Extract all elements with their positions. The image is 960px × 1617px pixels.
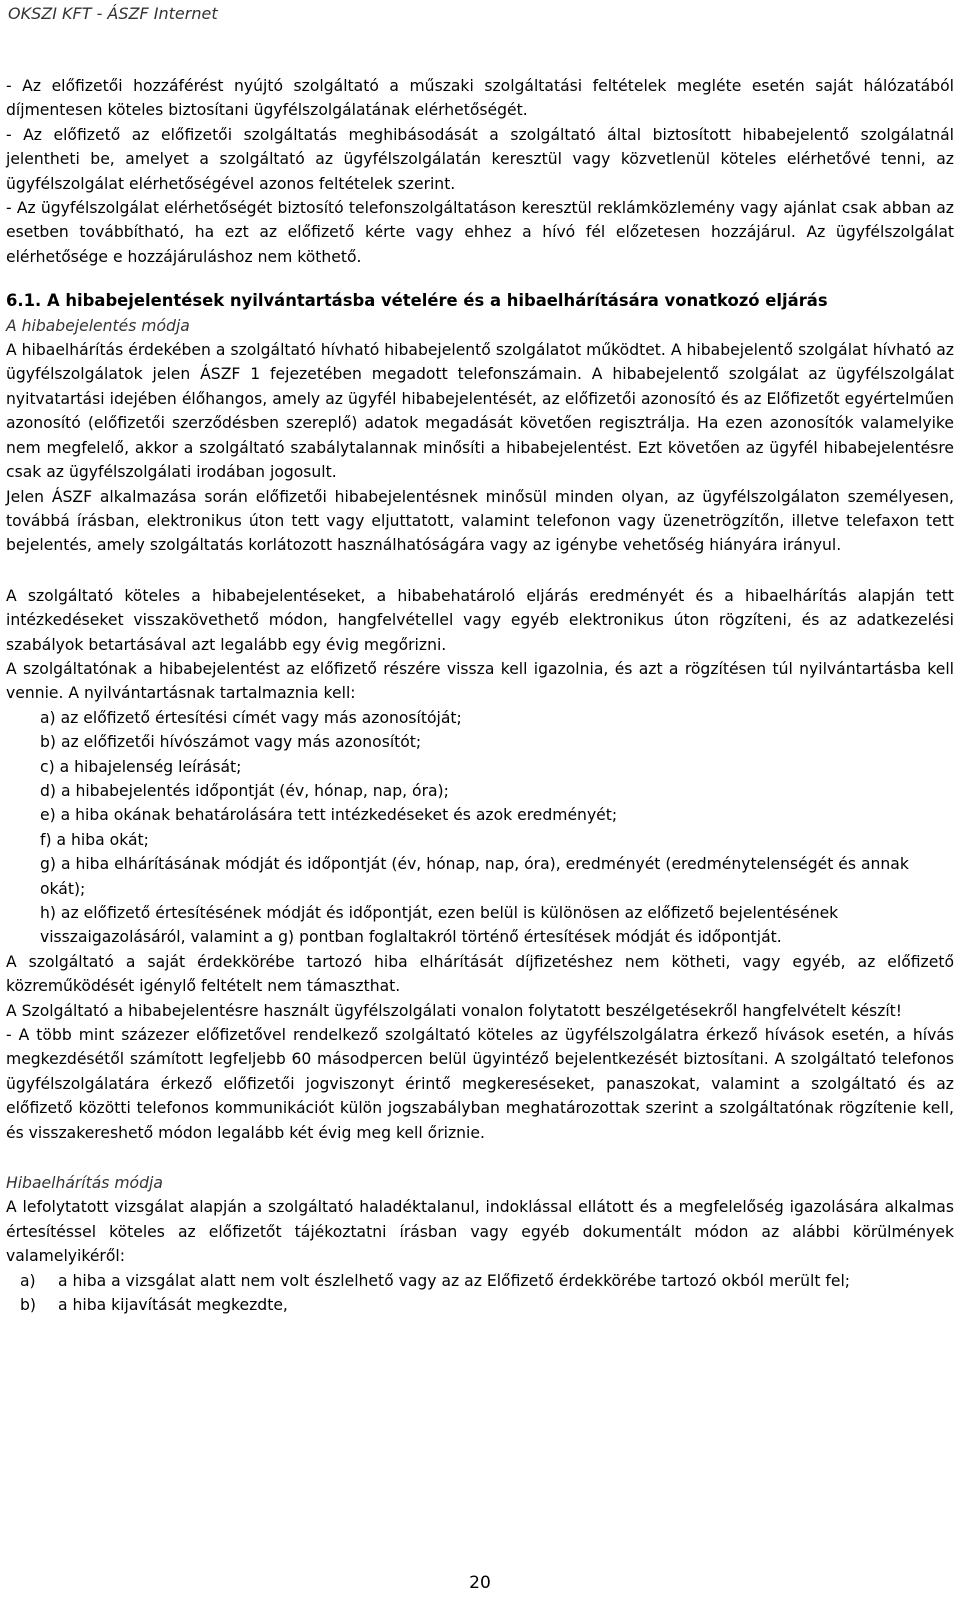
- paragraph-rogzitesi-kotelezettseg: A szolgáltató köteles a hibabejelentéseket, a hibabehatároló eljárás eredményét és a hibaelhárítás alapján tett intézkedéseket visszakövethető módon, hangfelvétellel vagy egyéb elektronikus úton rögzíteni, és az adatkezelési szabályok betartásával azt legalább egy évig megőrizni.: [6, 586, 954, 654]
- intro-paragraph-3: - Az ügyfélszolgálat elérhetőségét biztosító telefonszolgáltatáson keresztül reklámközlemény vagy ajánlat csak abban az esetben továbbítható, ha ezt az előfizető kérte vagy ehhez a hívó fél előzetesen hozzájárul. Az ügyfélszolgálat elérhetősége e hozzájáruláshoz nem köthető.: [6, 199, 954, 266]
- list-item: h) az előfizető értesítésének módját és időpontját, ezen belül is különösen az előfizető bejelentésének visszaigazolásáról, valamint a g) pontban foglaltakról történő értesítések módját és időpontját.: [40, 904, 839, 947]
- intro-paragraph-1: - Az előfizetői hozzáférést nyújtó szolgáltató a műszaki szolgáltatási feltételek megléte esetén saját hálózatából díjmentesen köteles biztosítani ügyfélszolgálatának elérhetőségét.: [6, 77, 954, 120]
- paragraph-ugyintezo-bejelentkezes: - A több mint százezer előfizetővel rendelkező szolgáltató köteles az ügyfélszolgálatra érkező hívások esetén, a hívás megkezdésétől számított legfeljebb 60 másodpercen belül ügyintéző bejelentkezését biztosítani. A szolgáltató telefonos ügyfélszolgálatára érkező előfizetői jogviszonyt érintő megkereséseket, panaszokat, valamint a szolgáltató és az előfizető közötti telefonos kommunikációt külön jogszabályban meghatározottak szerint a szolgáltatónak rögzítenie kell, és visszakereshető módon legalább két évig meg kell őriznie.: [6, 1026, 954, 1142]
- list-item: [6, 1293, 954, 1317]
- paragraph-hibabejelentes-definicio: Jelen ÁSZF alkalmazása során előfizetői hibabejelentésnek minősül minden olyan, az ügyfélszolgálaton személyesen, továbbá írásban, elektronikus úton tett vagy eljuttatott, valamint telefonon vagy üzenetrögzítőn, illetve telefaxon tett bejelentés, amely szolgáltatás korlátozott használhatóságára vagy az igénybe vehetőség hiányára irányul.: [6, 487, 954, 555]
- paragraph-hibabejelento-szolgalat: A hibaelhárítás érdekében a szolgáltató hívható hibabejelentő szolgálatot működtet. A hibabejelentő szolgálat hívható az ügyfélszolgálatok jelen ÁSZF 1 fejezetében megadott telefonszámain. A hibabejelentő szolgálat az ügyfélszolgálat nyitvatartási idejében élőhangos, amely az ügyfél hibabejelentését, az előfizetői azonosító és az Előfizetőt egyértelműen azonosító (előfizetői szerződésben szereplő) adatok megadását követően regisztrálja. Ha ezen azonosítók valamelyike nem megfelelő, akkor a szolgáltató szabálytalannak minősíti a hibabejelentést. Ezt követően az ügyfél hibabejelentésre csak az ügyfélszolgálati irodában jogosult.: [6, 341, 954, 482]
- section-heading: 6.1. A hibabejelentések nyilvántartásba vételére és a hibaelhárítására vonatkozó eljárás: [6, 291, 828, 311]
- list-item: a) az előfizető értesítési címét vagy más azonosítóját;: [40, 708, 462, 727]
- document-header: OKSZI KFT - ÁSZF Internet: [8, 4, 218, 23]
- page-number: 20: [469, 1573, 491, 1593]
- paragraph-hangfelvetel: A Szolgáltató a hibabejelentésre használt ügyfélszolgálati vonalon folytatott beszélgetésekről hangfelvételt készít!: [6, 1001, 903, 1020]
- list-marker: a): [20, 1271, 36, 1290]
- paragraph-dijmentes-hibaelharitas: A szolgáltató a saját érdekkörébe tartozó hiba elhárítását díjfizetéshez nem kötheti, vagy egyéb, az előfizető közreműködését igénylő feltételt nem támaszthat.: [6, 952, 954, 996]
- subheading-hibaelharitas-modja: Hibaelhárítás módja: [6, 1174, 163, 1193]
- list-item: c) a hibajelenség leírását;: [40, 757, 242, 776]
- paragraph-nyilvantartas: A szolgáltatónak a hibabejelentést az előfizető részére vissza kell igazolnia, és azt a rögzítésen túl nyilvántartásba kell vennie. A nyilvántartásnak tartalmaznia kell:: [6, 659, 954, 703]
- list-item: e) a hiba okának behatárolására tett intézkedéseket és azok eredményét;: [40, 806, 618, 825]
- list-item: d) a hibabejelentés időpontját (év, hónap, nap, óra);: [40, 781, 449, 800]
- list-item: f) a hiba okát;: [40, 830, 149, 849]
- nyilvantartas-list: [6, 706, 954, 950]
- list-item: b) az előfizetői hívószámot vagy más azonosítót;: [40, 733, 422, 752]
- list-item: g) a hiba elhárításának módját és időpontját (év, hónap, nap, óra), eredményét (eredménytelenségét és annak okát);: [40, 855, 909, 898]
- korulmenyek-list: [6, 1269, 954, 1318]
- list-item-text: a hiba kijavítását megkezdte,: [58, 1296, 288, 1315]
- subheading-hibabejelentes-modja: A hibabejelentés módja: [6, 316, 190, 335]
- document-body: [6, 74, 954, 1318]
- list-item-text: a hiba a vizsgálat alatt nem volt észlelhető vagy az az Előfizető érdekkörébe tartozó okból merült fel;: [58, 1271, 851, 1290]
- paragraph-ertesites: A lefolytatott vizsgálat alapján a szolgáltató haladéktalanul, indoklással ellátott és a megfelelőség igazolására alkalmas értesítéssel köteles az előfizetőt tájékoztatni írásban vagy egyéb dokumentált módon az alábbi körülmények valamelyikéről:: [6, 1198, 954, 1266]
- intro-paragraph-2: - Az előfizető az előfizetői szolgáltatás meghibásodását a szolgáltató által biztosított hibabejelentő szolgálatnál jelentheti be, amelyet a szolgáltató az ügyfélszolgálatán keresztül vagy közvetlenül köteles elérhetővé tenni, az ügyfélszolgálat elérhetőségével azonos feltételek szerint.: [6, 125, 954, 193]
- list-marker: b): [20, 1296, 36, 1315]
- list-item: [6, 1269, 954, 1293]
